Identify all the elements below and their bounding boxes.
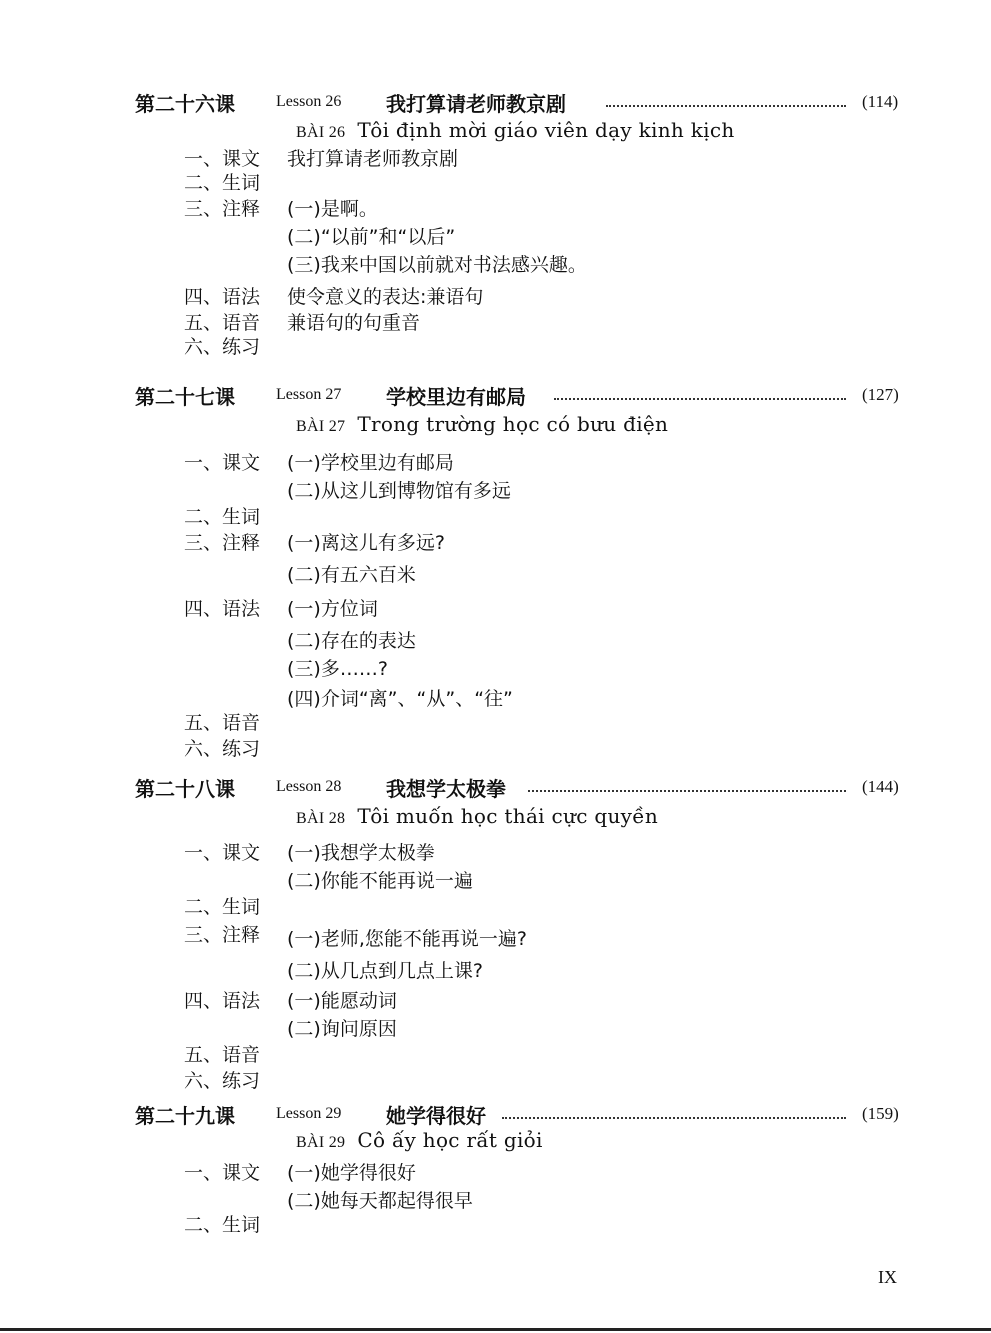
lesson-page-ref: (114): [862, 92, 899, 111]
section-label: 六、练习: [184, 336, 261, 358]
leader-dots: [606, 105, 846, 107]
lesson-title: 她学得很好: [386, 1103, 486, 1128]
section-label: 五、语音: [184, 312, 261, 334]
section-item: (二)询问原因: [287, 1018, 397, 1040]
section-item: (一)学校里边有邮局: [287, 452, 454, 474]
vietnamese-title-text: Cô ấy học rất giỏi: [357, 1128, 543, 1152]
vietnamese-title-text: Trong trường học có bưu điện: [357, 412, 669, 436]
page-number: IX: [878, 1267, 897, 1287]
lesson-number: 第二十七课: [135, 384, 235, 409]
section-label: 一、课文: [184, 1162, 261, 1184]
section-label: 五、语音: [184, 1044, 261, 1066]
section-label: 三、注释: [184, 532, 261, 554]
section-item: (四)介词“离”、“从”、“往”: [287, 688, 513, 710]
section-item: (一)我想学太极拳: [287, 842, 435, 864]
section-item: (二)存在的表达: [287, 630, 416, 652]
section-item: (二)从几点到几点上课?: [287, 960, 483, 982]
lesson-number: 第二十九课: [135, 1103, 235, 1128]
vietnamese-title-text: Tôi định mời giáo viên dạy kinh kịch: [357, 118, 735, 142]
section-label: 四、语法: [184, 598, 261, 620]
section-item: (一)能愿动词: [287, 990, 397, 1012]
lesson-vietnamese-title: [296, 118, 735, 142]
section-item: 我打算请老师教京剧: [287, 148, 459, 170]
section-label: 一、课文: [184, 452, 261, 474]
lesson-title: 学校里边有邮局: [386, 384, 526, 409]
section-item: (三)我来中国以前就对书法感兴趣。: [287, 254, 587, 276]
lesson-english-label: Lesson 27: [276, 386, 342, 403]
bai-number: BÀI 26: [296, 124, 346, 141]
section-label: 六、练习: [184, 1070, 261, 1092]
lesson-vietnamese-title: [296, 412, 668, 436]
section-item: (二)从这儿到博物馆有多远: [287, 480, 511, 502]
lesson-english-label: Lesson 28: [276, 778, 342, 795]
section-label: 三、注释: [184, 198, 261, 220]
section-label: 二、生词: [184, 1214, 261, 1236]
vietnamese-title-text: Tôi muốn học thái cực quyền: [357, 804, 659, 828]
lesson-vietnamese-title: [296, 804, 658, 828]
section-item: (三)多……?: [287, 658, 388, 680]
lesson-page-ref: (144): [862, 777, 899, 796]
section-item: (二)“以前”和“以后”: [287, 226, 456, 248]
section-item: (一)老师,您能不能再说一遍?: [287, 928, 527, 950]
section-item: (二)你能不能再说一遍: [287, 870, 473, 892]
section-item: (一)她学得很好: [287, 1162, 416, 1184]
section-label: 二、生词: [184, 896, 261, 918]
section-label: 二、生词: [184, 172, 261, 194]
lesson-number: 第二十八课: [135, 776, 235, 801]
lesson-english-label: Lesson 26: [276, 93, 342, 110]
section-item: (一)方位词: [287, 598, 378, 620]
lesson-english-label: Lesson 29: [276, 1105, 342, 1122]
section-item: (一)是啊。: [287, 198, 378, 220]
section-item: 兼语句的句重音: [287, 312, 421, 334]
bai-number: BÀI 27: [296, 418, 346, 435]
section-label: 三、注释: [184, 924, 261, 946]
section-label: 二、生词: [184, 506, 261, 528]
bai-number: BÀI 29: [296, 1134, 346, 1151]
lesson-page-ref: (127): [862, 385, 899, 404]
lesson-page-ref: (159): [862, 1104, 899, 1123]
section-label: 六、练习: [184, 738, 261, 760]
bai-number: BÀI 28: [296, 810, 346, 827]
section-label: 一、课文: [184, 842, 261, 864]
section-item: (一)离这儿有多远?: [287, 532, 445, 554]
lesson-title: 我打算请老师教京剧: [386, 91, 566, 116]
lesson-vietnamese-title: [296, 1128, 543, 1152]
section-item: 使令意义的表达:兼语句: [287, 286, 484, 308]
lesson-number: 第二十六课: [135, 91, 235, 116]
section-label: 五、语音: [184, 712, 261, 734]
leader-dots: [554, 398, 846, 400]
leader-dots: [502, 1117, 846, 1119]
section-label: 一、课文: [184, 148, 261, 170]
leader-dots: [528, 790, 846, 792]
section-item: (二)有五六百米: [287, 564, 416, 586]
bottom-border: [0, 1328, 991, 1331]
section-label: 四、语法: [184, 286, 261, 308]
lesson-title: 我想学太极拳: [386, 776, 506, 801]
section-label: 四、语法: [184, 990, 261, 1012]
section-item: (二)她每天都起得很早: [287, 1190, 473, 1212]
